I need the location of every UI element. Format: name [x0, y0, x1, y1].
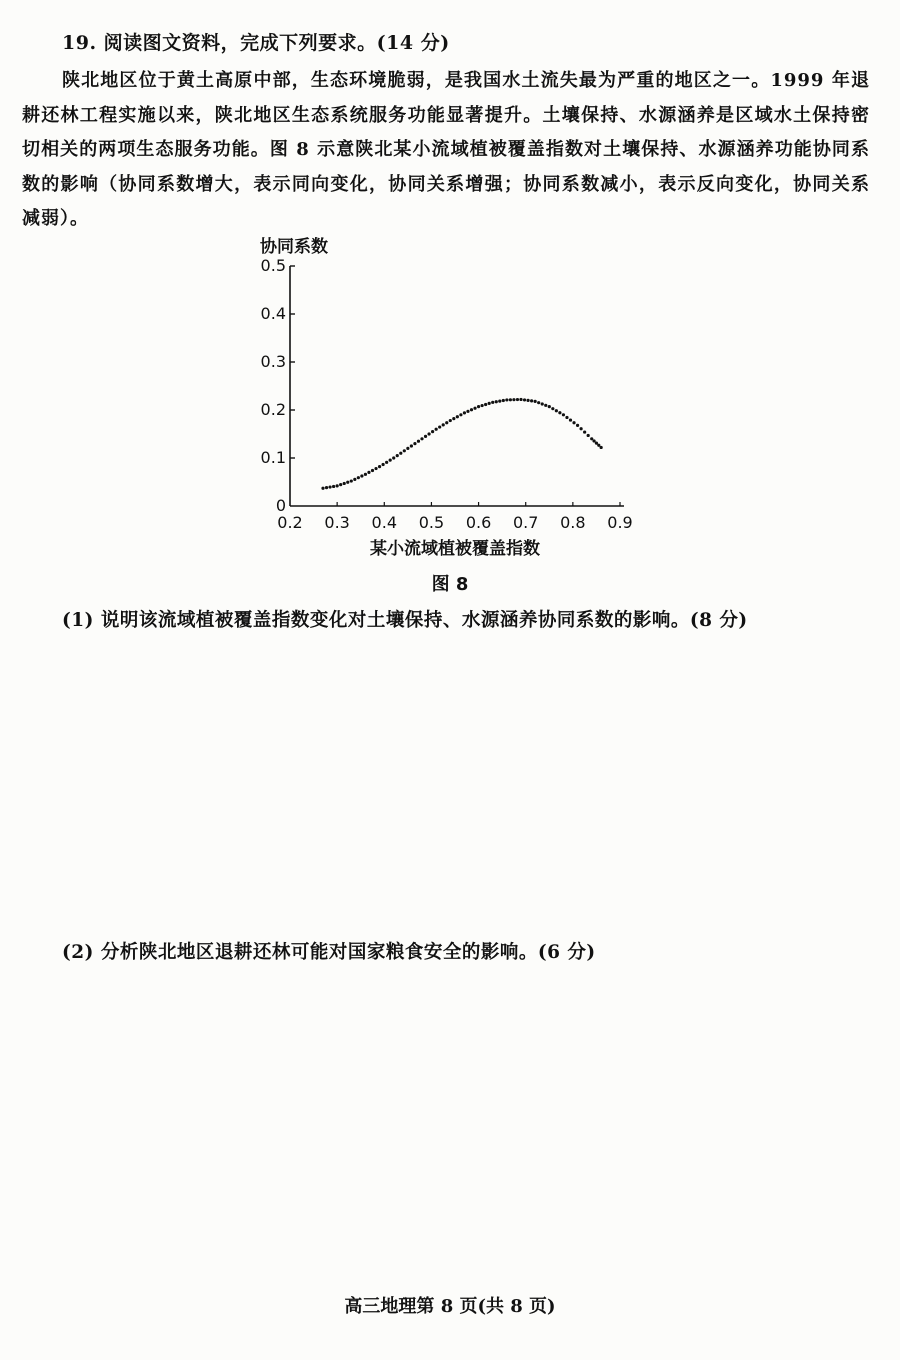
curve-dot — [470, 408, 473, 411]
curve-dot — [389, 459, 392, 462]
y-tick-label: 0.1 — [260, 448, 286, 467]
curve-dot — [516, 398, 519, 401]
curve-dot — [580, 427, 583, 430]
curve-dot — [413, 442, 416, 445]
sub-question-2: (2) 分析陕北地区退耕还林可能对国家粮食安全的影响。(6 分) — [62, 942, 596, 963]
x-tick-label: 0.5 — [418, 513, 445, 532]
curve-dot — [565, 416, 568, 419]
figure-caption: 图 8 — [431, 574, 469, 595]
y-tick-label: 0.5 — [260, 256, 286, 275]
question-title: 19. 阅读图文资料，完成下列要求。(14 分) — [62, 32, 450, 54]
data-point — [420, 437, 423, 440]
page-footer: 高三地理第 8 页(共 8 页) — [344, 1296, 556, 1317]
curve-dot — [360, 474, 363, 477]
curve-dot — [399, 452, 402, 455]
curve-dot — [498, 400, 501, 403]
question-passage: 陕北地区位于黄土高原中部，生态环境脆弱，是我国水土流失最为严重的地区之一。1999 年退耕还林工程实施以来，陕北地区生态系统服务功能显著提升。土壤保持、水源涵养是区域水土保持密切相关的两项生态服务功能。图 8 示意陕北某小流域植被覆盖指数对土壤保持、水源涵养功能协同系数的影响（协同系数增大，表示同向变化，协同关系增强；协同系数减小，表示反向变化，协同关系减弱）。 — [22, 70, 870, 229]
data-point — [491, 401, 494, 404]
curve-dot — [410, 444, 413, 447]
data-point — [600, 446, 603, 449]
curve-dot — [537, 401, 540, 404]
curve-dot — [445, 421, 448, 424]
curve-dot — [427, 432, 430, 435]
curve-dot — [595, 442, 598, 445]
x-tick-label: 0.3 — [324, 513, 350, 532]
curve-dot — [495, 400, 498, 403]
data-point — [336, 484, 339, 487]
x-tick-label: 0.4 — [371, 513, 398, 532]
curve-dot — [541, 402, 544, 405]
curve-dot — [452, 417, 455, 420]
curve-dot — [367, 471, 370, 474]
y-tick-label: 0.4 — [260, 304, 286, 323]
curve-dot — [597, 444, 600, 447]
curve-dot — [572, 421, 575, 424]
data-point — [576, 424, 579, 427]
y-tick-label: 0 — [275, 496, 286, 515]
chart-svg — [240, 228, 660, 568]
curve-dot — [512, 398, 515, 401]
curve-dot — [544, 404, 547, 407]
x-tick-label: 0.9 — [607, 513, 633, 532]
curve-dot — [424, 435, 427, 438]
curve-dot — [417, 440, 420, 443]
curve-dot — [523, 398, 526, 401]
curve-dot — [328, 485, 331, 488]
data-point — [463, 411, 466, 414]
data-point — [350, 479, 353, 482]
curve-dot — [371, 469, 374, 472]
data-point — [364, 473, 367, 476]
curve-dot — [374, 467, 377, 470]
curve-dot — [343, 482, 346, 485]
data-point — [534, 400, 537, 403]
x-tick-label: 0.7 — [512, 513, 539, 532]
curve-dot — [382, 463, 385, 466]
data-point — [406, 447, 409, 450]
curve-dot — [466, 410, 469, 413]
curve-dot — [555, 409, 558, 412]
curve-dot — [431, 430, 434, 433]
curve-dot — [592, 439, 595, 442]
x-tick-label: 0.6 — [465, 513, 492, 532]
x-tick-label: 0.2 — [277, 513, 303, 532]
data-point — [590, 437, 593, 440]
curve-dot — [473, 407, 476, 410]
y-axis-title: 协同系数 — [260, 237, 328, 257]
data-point — [392, 456, 395, 459]
data-point — [449, 419, 452, 422]
curve-dot — [403, 449, 406, 452]
curve-dot — [459, 413, 462, 416]
curve-dot — [385, 461, 388, 464]
curve-dot — [583, 430, 586, 433]
curve-dot — [325, 486, 328, 489]
curve-dot — [332, 485, 335, 488]
curve-dot — [346, 481, 349, 484]
y-tick-label: 0.2 — [260, 400, 286, 419]
curve-dot — [509, 398, 512, 401]
curve-dot — [558, 411, 561, 414]
data-point — [562, 413, 565, 416]
curve-dot — [502, 399, 505, 402]
y-tick-label: 0.3 — [260, 352, 286, 371]
curve-dot — [488, 402, 491, 405]
x-tick-label: 0.8 — [560, 513, 586, 532]
curve-dot — [339, 483, 342, 486]
data-point — [548, 405, 551, 408]
curve-dot — [530, 399, 533, 402]
data-point — [505, 398, 508, 401]
data-point — [378, 465, 381, 468]
curve-dot — [396, 454, 399, 457]
data-point — [477, 405, 480, 408]
curve-dot — [357, 476, 360, 479]
data-point — [435, 428, 438, 431]
curve-dot — [551, 407, 554, 410]
data-point — [519, 398, 522, 401]
curve-dot — [353, 478, 356, 481]
sub-question-1: (1) 说明该流域植被覆盖指数变化对土壤保持、水源涵养协同系数的影响。(8 分) — [62, 610, 748, 631]
data-point — [321, 487, 324, 490]
curve-dot — [484, 403, 487, 406]
curve-dot — [442, 423, 445, 426]
x-axis-title: 某小流域植被覆盖指数 — [370, 539, 540, 559]
curve-dot — [587, 434, 590, 437]
curve-dot — [481, 404, 484, 407]
curve-dot — [526, 399, 529, 402]
curve-dot — [569, 418, 572, 421]
curve-dot — [456, 415, 459, 418]
chart-figure-8 — [240, 228, 660, 568]
curve-dot — [438, 425, 441, 428]
